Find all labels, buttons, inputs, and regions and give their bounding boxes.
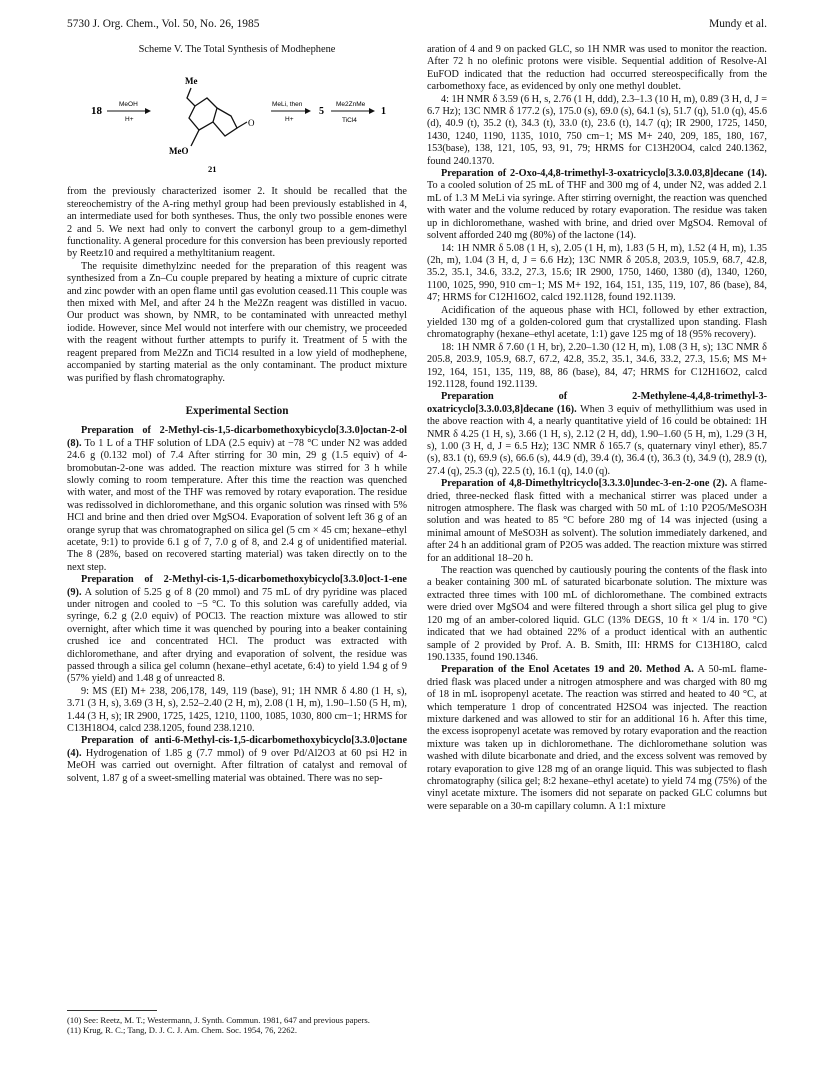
procedure-body: To a cooled solution of 25 mL of THF and 300 mg of 4, under N2, was added 2.1 mL of 1.3 M MeLi via syringe. After stirring overnight, the reaction was quenched with water and the volume reduced by rotary evaporation. The residue was taken up in dichloromethane, washed with brine, and dried over MgSO4. Removal of solvent afforded 240 mg (80%) of the lactone (14). [427, 180, 767, 242]
scheme-figure [67, 58, 407, 176]
procedure-paragraph [67, 574, 407, 686]
spectral-data-paragraph [427, 94, 767, 168]
spectral-data: 18: 1H NMR δ 7.60 (1 H, br), 2.20–1.30 (12 H, m), 1.08 (3 H, s); 13C NMR δ 205.8, 203.9, 105.9, 68.7, 67.2, 42.8, 35.2, 35.1, 34.6, 33.2, 27.3, 15.6; MS M+ 192, 164, 151, 135, 119, 88, 86 (base), 84, 47; HRMS for C12H16O2, calcd 192.1128, found 192.1139. [427, 341, 767, 390]
oxo-bond [237, 122, 247, 128]
arrow-2-top: MeLi, then [272, 101, 303, 109]
spectral-data-paragraph [67, 686, 407, 736]
body-paragraph [427, 565, 767, 664]
procedure-paragraph [67, 425, 407, 574]
paragraph-text: Acidification of the aqueous phase with HCl, followed by ether extraction, yielded 130 mg of a golden-colored gum that crystallized upon standing. Flash chromatography (hexane–ethyl acetate, 1:1) gave 125 mg of 18 (95% recovery). [427, 304, 767, 341]
procedure-paragraph [427, 391, 767, 478]
journal-citation: 5730 J. Org. Chem., Vol. 50, No. 26, 1985 [67, 18, 260, 30]
ring-structure-2 [213, 108, 237, 136]
body-paragraph: The requisite dimethylzinc needed for the preparation of this reagent was synthesized from a Zn–Cu couple prepared by heating a mixture of cupric citrate and zinc powder with an open flame until gas evolution ceased.11 This couple was then mixed with MeI, and after 24 h the Me2Zn reagent was distilled in vacuo. Our product was shown, by NMR, to be contaminated with unreacted methyl iodide. However, since MeI would not interfere with our chemistry, we proceeded with the reagent without further attempts to purify it. Treatment of 5 with the reagent prepared from Me2Zn and TiCl4 resulted in a low yield of modhephene, accompanied by starting material as the only contaminant. The product mixture was purified by flash chromatography. [67, 260, 407, 384]
footnote: (10) See: Reetz, M. T.; Westermann, J. Synth. Commun. 1981, 647 and previous papers. [67, 1015, 370, 1025]
procedure-body: When 3 equiv of methyllithium was used in the above reaction with 4, a nearly quantitative yield of 16 could be obtained: 1H NMR δ 4.25 (1 H, s), 3.66 (1 H, s), 2.12 (2 H, dd), 1.90–1.60 (5 H, m), 1.29 (3 H, s), 1.00 (3 H, d, J = 6.5 Hz); 13C NMR δ 165.7 (s, quaternary vinyl ether), 85.7 (s), 83.1 (t), 69.9 (s), 66.6 (s), 44.9 (d), 39.4 (t), 36.4 (t), 36.3 (t), 34.9 (t), 28.9 (t), 27.4 (q), 25.3 (q), 22.5 (t), 16.1 (q), 14.0 (q). [427, 403, 767, 477]
procedure-paragraph [427, 478, 767, 565]
right-column [427, 44, 767, 813]
procedure-body: A solution of 5.25 g of 8 (20 mmol) and 75 mL of dry pyridine was placed under nitrogen and cooled to −5 °C. To this solution was carefully added, via syringe, 6.2 g (2.0 equiv) of POCl3. The reaction mixture was allowed to stir overnight, after which time it was quenched by pouring into a beaker containing crushed ice and concentrated HCl. The product was extracted with dichloromethane, and after drying and evaporation of solvent, the residue was passed through a silica gel column (hexane–ethyl acetate, 6:4) to yield 1.94 g of 9 (57% yield) and 1.48 g of unreacted 8. [67, 586, 408, 685]
spectral-data: 14: 1H NMR δ 5.08 (1 H, s), 2.05 (1 H, m), 1.83 (5 H, m), 1.52 (4 H, m), 1.35 (2h, m), 1.04 (3 H, d, J = 6.6 Hz); 13C NMR δ 205.8, 203.9, 105.9, 68.7, 42.8, 35.2, 35.1, 34.6, 33.2, 27.3, 15.6; IR 2900, 1750, 1460, 1380 (d), 1340, 1260, 1100, 1025, 990, 910 cm−1; MS M+ 192, 164, 151, 135, 119, 107, 86 (base), 84, 47; HRMS for C12H16O2, calcd 192.1128, found 192.1139. [427, 242, 767, 304]
scheme-title: Scheme V. The Total Synthesis of Modhephene [138, 44, 336, 55]
footnotes [67, 1015, 407, 1036]
methoxy-label: MeO [169, 146, 189, 157]
compound-1-label: 1 [381, 106, 386, 118]
procedure-paragraph [427, 664, 767, 813]
compound-5-label: 5 [319, 106, 324, 118]
ring-structure [187, 88, 217, 130]
arrow-1-top: MeOH [119, 101, 138, 109]
paragraph-text: The reaction was quenched by cautiously pouring the contents of the flask into a beaker containing 300 mL of saturated bicarbonate solution. The mixture was extracted three times with 100 mL of dichloromethane. The combined extracts were dried over MgSO4 and were filtered through a short silica gel plug to give 120 mg of an amber-colored liquid. GLC (13% DEGS, 10 ft × 1/4 in. 170 °C) indicated that we had obtained 22% of a product identical with an authentic sample of 2 provided by Prof. A. B. Smith, III: HRMS for C13H18O, calcd 190.1335, found 190.1346. [427, 565, 767, 663]
section-heading: Experimental Section [185, 404, 289, 417]
procedure-paragraph [67, 735, 407, 785]
procedure-body: A 50-mL flame-dried flask was placed under a nitrogen atmosphere and was charged with 80 mg of 18 in mL isopropenyl acetate. The reaction was stirred and heated to 40 °C, at which temperature 1 drop of concentrated H2SO4 was injected. The reaction mixture darkened and was allowed to stir for an additional 16 h. After this time, the excess isopropenyl acetate was removed by rotary evaporation and the reaction mixture was taken up in dichloromethane. The dichloromethane solution was washed with dilute bicarbonate and dried, and the excess solvent was removed by rotary evaporation to give 128 mg of an orange liquid. This was subjected to flash chromatography (silica gel; 8:2 hexane–ethyl acetate) to yield 74 mg (75%) of the vinyl acetate mixture. The isomers did not separate on packed GLC columns but were separable on a 30-m capillary column. A 1:1 mixture [427, 664, 767, 812]
methyl-label: Me [185, 76, 198, 87]
arrow-3-top: Me2ZnMe [336, 101, 366, 109]
procedure-title: Preparation of 2-Methyl-cis-1,5-dicarbomethoxybicyclo[3.3.0]octan-2-ol (8). [67, 425, 407, 449]
arrow-3-bottom: TiCl4 [342, 117, 357, 125]
paragraph-text: aration of 4 and 9 on packed GLC, so 1H NMR was used to monitor the reaction. After 72 h no olefinic protons were visible. Sequential addition of Resolve-Al EuFOD indicated that the reduction had occurred stereospecifically from the carbomethoxy face, as evidenced by only one methyl doublet. [427, 44, 767, 93]
procedure-paragraph [427, 168, 767, 242]
arrow-2-bottom: H+ [285, 116, 294, 124]
procedure-title: Preparation of 2-Oxo-4,4,8-trimethyl-3-oxatricyclo[3.3.0.03,8]decane (14). [441, 168, 767, 180]
procedure-title: Preparation of anti-6-Methyl-cis-1,5-dicarbomethoxybicyclo[3.3.0]octane (4). [67, 735, 407, 759]
authors: Mundy et al. [709, 18, 767, 30]
oxo-label: O [248, 118, 255, 129]
arrow-3-head [369, 108, 375, 114]
reaction-scheme-svg [67, 58, 407, 176]
body-paragraph [427, 44, 767, 94]
procedure-title: Preparation of the Enol Acetates 19 and 20. Method A. [441, 664, 694, 676]
arrow-1-head [145, 108, 151, 114]
spectral-data: 9: MS (EI) M+ 238, 206,178, 149, 119 (base), 91; 1H NMR δ 4.80 (1 H, s), 3.71 (3 H, s), 3.69 (3 H, s), 2.52–2.40 (2 H, m), 2.08 (1 H, m), 1.90–1.50 (5 H, m), 1.44 (3 H, s); IR 2900, 1725, 1425, 1210, 1100, 1085, 1030, 800 cm−1; HRMS for C13H18O4, calcd 238.1205, found 238.1210. [67, 685, 407, 735]
procedure-body: To 1 L of a THF solution of LDA (2.5 equiv) at −78 °C under N2 was added 24.6 g (0.132 mol) of 7.4 After stirring for 30 min, 29 g (1.5 equiv) of 4-bromobutan-2-one was added. The reaction mixture was stirred for 3 h while slowly coming to room temperature. After this time the reaction was quenched with water, and most of the THF was removed by rotary evaporation. The residue was redissolved in dichloromethane, and this organic solution was rinsed with 5% HCl and brine and then dried over MgSO4. Evaporation of solvent left 36 g of an orange syrup that was chromatographed on silica gel (5 cm × 45 cm; hexane–ethyl acetate, 9:1) to provide 6.1 g of 7, 7.0 g of 8, and 2.4 g of unidentified material. The 8 (28%, based on recovered starting material) was taken directly on to the next step. [67, 437, 407, 573]
procedure-body: A flame-dried, three-necked flask fitted with a mechanical stirrer was placed under a nitrogen atmosphere. The flask was charged with 50 mL of 1:10 P2O5/MeSO3H solution and was heated to 85 °C before 280 mg of 14 was injected (using a minimal amount of MeSO3H as solvent). The solution immediately darkened, and after 24 h an additional gram of P2O5 was added. The reaction mixture was stirred for an additional 18–20 h. [427, 478, 767, 564]
spectral-data: 4: 1H NMR δ 3.59 (6 H, s, 2.76 (1 H, ddd), 2.3–1.3 (10 H, m), 0.89 (3 H, d, J = 6.7 Hz); 13C NMR δ 177.2 (s), 175.0 (s), 69.0 (s), 64.1 (s), 51.7 (q), 51.0 (q), 45.6 (d), 40.9 (t), 35.2 (t), 34.3 (t), 33.0 (t), 23.6 (t), 14.7 (q); IR 2900, 1725, 1450, 1430, 1240, 1190, 1135, 1010, 750 cm−1; MS M+ 240, 209, 185, 180, 167, 153(base), 138, 121, 105, 93, 91, 79; HRMS for C13H20O4, calcd 240.1362, found 240.1370. [427, 93, 767, 167]
arrow-1-bottom: H+ [125, 116, 134, 124]
body-paragraph [427, 305, 767, 342]
spectral-data-paragraph [427, 243, 767, 305]
procedure-body: Hydrogenation of 1.85 g (7.7 mmol) of 9 over Pd/Al2O3 at 60 psi H2 in MeOH was carried out overnight. After filtration of catalyst and removal of solvent, 1.87 g of a sweet-smelling material was obtained. There was no sep- [67, 747, 407, 784]
footnote-rule [67, 1010, 157, 1011]
arrow-2-head [305, 108, 311, 114]
procedure-title: Preparation of 2-Methyl-cis-1,5-dicarbomethoxybicyclo[3.3.0]oct-1-ene (9). [67, 574, 407, 598]
left-column [67, 44, 407, 785]
page-header [67, 18, 767, 34]
procedure-title: Preparation of 2-Methylene-4,4,8-trimethyl-3-oxatricyclo[3.3.0.03,8]decane (16). [427, 391, 767, 415]
compound-18-label: 18 [91, 105, 102, 118]
procedure-title: Preparation of 4,8-Dimethyltricyclo[3.3.3.0]undec-3-en-2-one (2). [441, 478, 728, 490]
body-paragraph: from the previously characterized isomer 2. It should be recalled that the stereochemistry of the A-ring methyl group had been previously established in 4, an intermediate used for both syntheses. Thus, the only two possible enones were 2 and 5. We next had only to convert the carbonyl group to a gem-dimethyl functionality. A general procedure for this conversion has been previously reported by Reetz10 and required a methyltitanium reagent. [67, 186, 407, 260]
methoxy-bond [191, 130, 199, 146]
spectral-data-paragraph [427, 342, 767, 392]
compound-21-label: 21 [208, 164, 217, 175]
footnote: (11) Krug, R. C.; Tang, D. J. C. J. Am. Chem. Soc. 1954, 76, 2262. [67, 1025, 297, 1036]
